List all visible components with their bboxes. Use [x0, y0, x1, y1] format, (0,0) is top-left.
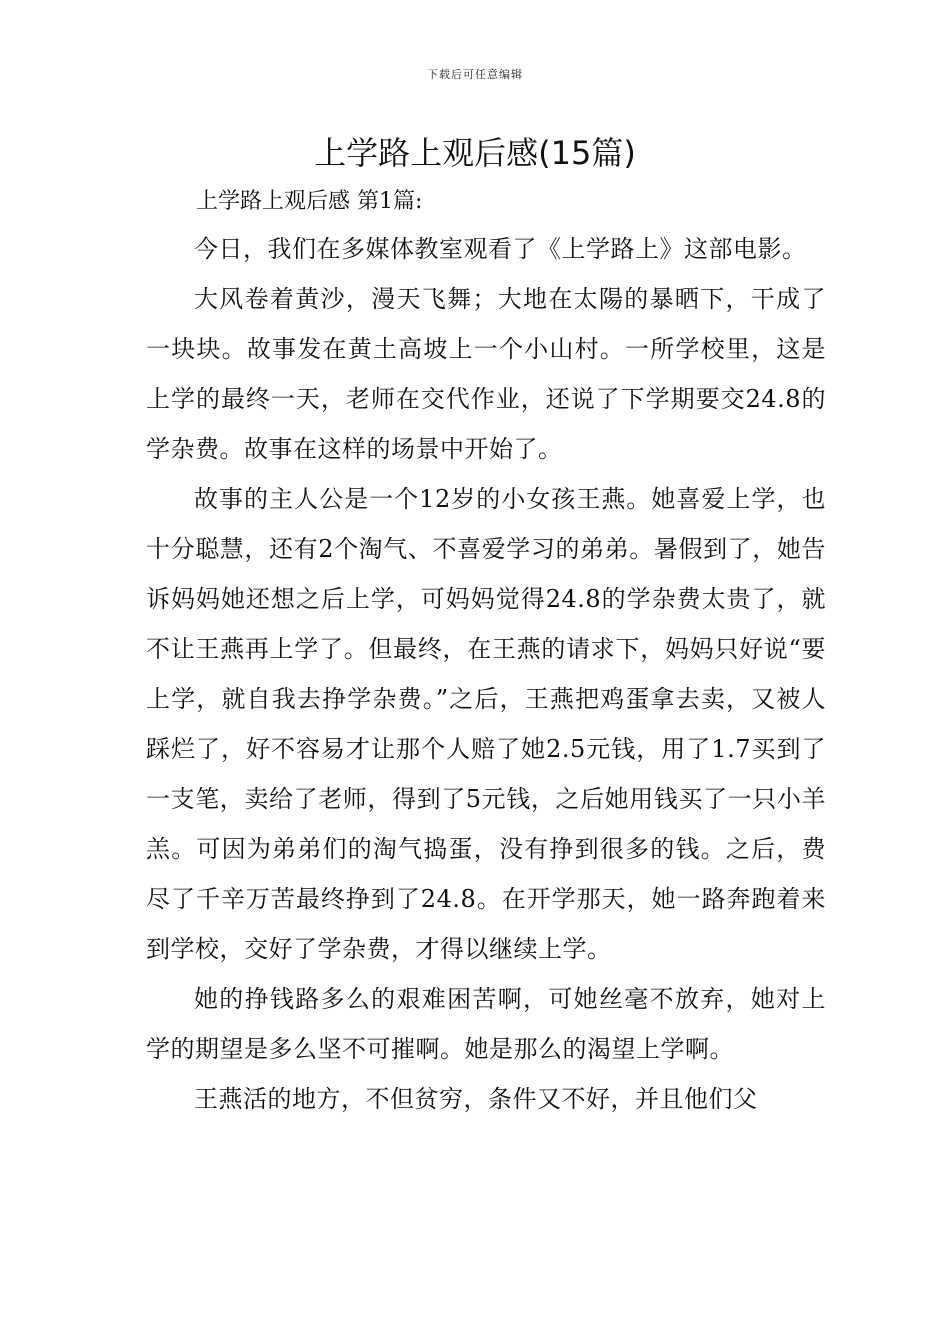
- paragraph: 故事的主人公是一个12岁的小女孩王燕。她喜爱上学，也十分聪慧，还有2个淘气、不喜爱学习的弟弟。暑假到了，她告诉妈妈她还想之后上学，可妈妈觉得24.8的学杂费太贵了，就不让王燕再上学了。但最终，在王燕的请求下，妈妈只好说“要上学，就自我去挣学杂费。”之后，王燕把鸡蛋拿去卖，又被人踩烂了，好不容易才让那个人赔了她2.5元钱，用了1.7买到了一支笔，卖给了老师，得到了5元钱，之后她用钱买了一只小羊羔。可因为弟弟们的淘气捣蛋，没有挣到很多的钱。之后，费尽了千辛万苦最终挣到了24.8。在开学那天，她一路奔跑着来到学校，交好了学杂费，才得以继续上学。: [146, 485, 826, 963]
- paragraph: 她的挣钱路多么的艰难困苦啊，可她丝毫不放弃，她对上学的期望是多么坚不可摧啊。她是那么的渴望上学啊。: [146, 985, 826, 1063]
- section-heading: 上学路上观后感 第1篇:: [196, 189, 423, 214]
- paragraph: 王燕活的地方，不但贫穷，条件又不好，并且他们父: [194, 1085, 758, 1113]
- paragraph: 大风卷着黄沙，漫天飞舞；大地在太陽的暴晒下，干成了一块块。故事发在黄土高坡上一个小山村。一所学校里，这是上学的最终一天，老师在交代作业，还说了下学期要交24.8的学杂费。故事在这样的场景中开始了。: [146, 285, 826, 463]
- paragraph: 今日，我们在多媒体教室观看了《上学路上》这部电影。: [194, 235, 807, 263]
- document-title: 上学路上观后感(15篇): [314, 134, 636, 172]
- header-note: 下载后可任意编辑: [427, 68, 523, 81]
- document-body: [146, 224, 826, 1124]
